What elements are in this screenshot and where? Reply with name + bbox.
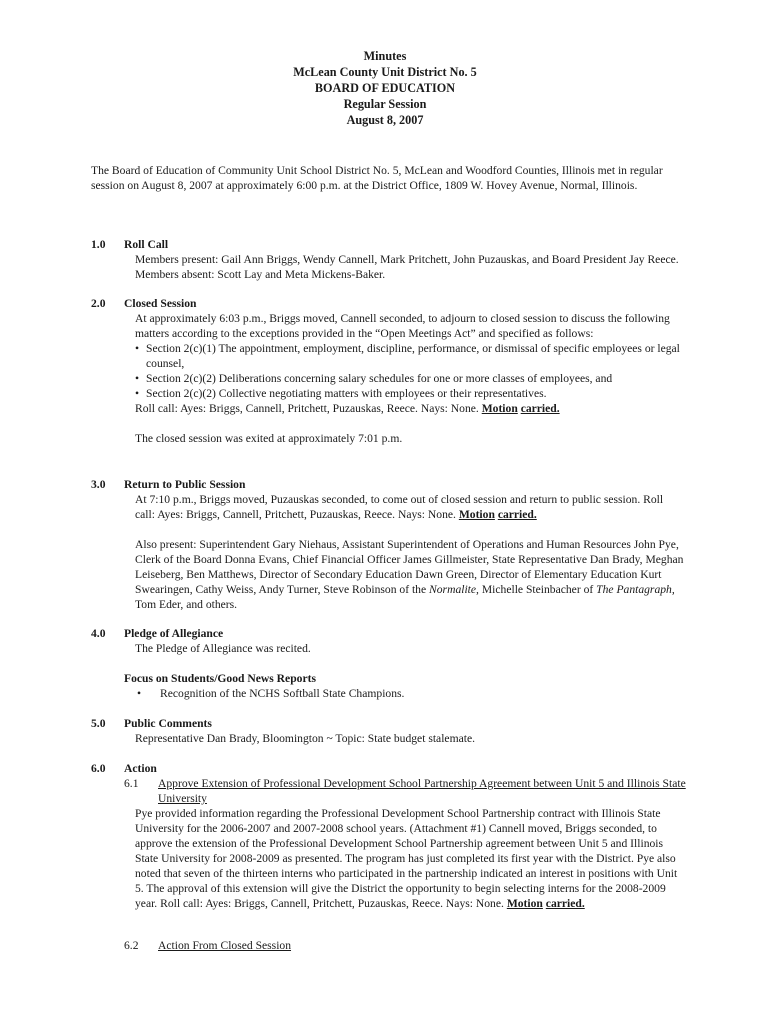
title-board: BOARD OF EDUCATION bbox=[314, 81, 456, 95]
also-present: Also present: Superintendent Gary Niehaus, Assistant Superintendent of Operations and Human Resources John Pye, Clerk of the Board Donna Evans, Chief Financial Officer James Gillmeister, State Representative Dan Brady, Meghan Leiseberg, Ben Matthews, Director of Secondary Education Dawn Green, Director of Elementary Education Kurt Swearingen, Cathy Weiss, Andy Turner, Steve Robinson of the Normalite, Michelle Steinbacher of The Pantagraph, Tom Eder, and others. bbox=[135, 538, 684, 611]
roll-call-line: Roll call: Ayes: Briggs, Cannell, Pritchett, Puzauskas, Reece. Nays: None. Motion carried. bbox=[135, 402, 560, 415]
subsection-body: Pye provided information regarding the Professional Development School Partnership contract with Illinois State University for the 2006-2007 and 2007-2008 school years. (Attachment #1) Cannell moved, Briggs seconded, to approve the extension of the Professional Development School Partnership agreement between Unit 5 and Illinois State University for 2008-2009 as presented. The program has just completed its first year with the District. Pye also noted that seven of the thirteen interns who participated in the partnership indicated an interest in positions with Unit 5. The approval of this extension will give the District the opportunity to begin selecting interns for the 2008-2009 year. Roll call: Ayes: Briggs, Cannell, Pritchett, Puzauskas, Reece. Nays: None. Motion carried. bbox=[135, 807, 678, 910]
bullet-glyph: • bbox=[135, 372, 140, 385]
subsection-title: Approve Extension of Professional Development School Partnership Agreement between Unit 5 and Illinois State University bbox=[158, 777, 686, 805]
carried-label: carried. bbox=[545, 897, 585, 910]
motion-label: Motion bbox=[481, 402, 518, 415]
closed-session-exit: The closed session was exited at approximately 7:01 p.m. bbox=[135, 432, 403, 445]
normalite-name: Normalite, bbox=[429, 583, 479, 596]
title-date: August 8, 2007 bbox=[346, 113, 424, 127]
subsection-number: 6.2 bbox=[124, 939, 139, 952]
section-number: 4.0 bbox=[91, 627, 106, 640]
closed-session-text: At approximately 6:03 p.m., Briggs moved, Cannell seconded, to adjourn to closed session to discuss the following matters according to the exceptions provided in the “Open Meetings Act” and specified as follows: bbox=[135, 312, 670, 340]
intro-paragraph: The Board of Education of Community Unit School District No. 5, McLean and Woodford Counties, Illinois met in regular session on August 8, 2007 at approximately 6:00 p.m. at the District Office, 1809 W. Hovey Avenue, Normal, Illinois. bbox=[91, 164, 663, 192]
list-item: • Section 2(c)(2) Deliberations concerning salary schedules for one or more classes of employees, and bbox=[135, 372, 613, 385]
pantagraph-name: The Pantagraph, bbox=[596, 583, 675, 596]
title-minutes: Minutes bbox=[363, 49, 407, 63]
subsection-title: Action From Closed Session bbox=[158, 939, 292, 952]
section-body: The Pledge of Allegiance was recited. bbox=[135, 642, 311, 655]
section-heading: Roll Call bbox=[124, 238, 169, 251]
section-heading: Public Comments bbox=[124, 717, 212, 730]
subsection-number: 6.1 bbox=[124, 777, 139, 790]
section-body: Representative Dan Brady, Bloomington ~ Topic: State budget stalemate. bbox=[135, 732, 475, 745]
title-session: Regular Session bbox=[343, 97, 427, 111]
focus-heading: Focus on Students/Good News Reports bbox=[124, 672, 316, 685]
carried-label: carried. bbox=[520, 402, 560, 415]
section-heading: Pledge of Allegiance bbox=[124, 627, 224, 640]
list-item: • Section 2(c)(1) The appointment, employment, discipline, performance, or dismissal of specific employees or legal counsel, bbox=[135, 342, 680, 370]
bullet-glyph: • bbox=[135, 342, 140, 355]
section-number: 2.0 bbox=[91, 297, 106, 310]
section-body bbox=[135, 492, 685, 612]
bullet-glyph: • bbox=[135, 387, 140, 400]
motion-label: Motion bbox=[506, 897, 543, 910]
list-item: • Section 2(c)(2) Collective negotiating matters with employees or their representatives. bbox=[135, 387, 547, 400]
section-body bbox=[135, 311, 685, 446]
section-number: 3.0 bbox=[91, 478, 106, 491]
section-heading: Return to Public Session bbox=[124, 478, 246, 491]
title-district: McLean County Unit District No. 5 bbox=[293, 65, 477, 79]
carried-label: carried. bbox=[497, 508, 537, 521]
focus-body bbox=[124, 686, 674, 701]
motion-label: Motion bbox=[458, 508, 495, 521]
return-text: At 7:10 p.m., Briggs moved, Puzauskas seconded, to come out of closed session and return to public session. Roll call: Ayes: Briggs, Cannell, Pritchett, Puzauskas, Reece. Nays: None. Motion carried. bbox=[135, 493, 664, 521]
section-number: 5.0 bbox=[91, 717, 106, 730]
section-body: Members present: Gail Ann Briggs, Wendy Cannell, Mark Pritchett, John Puzauskas, and Board President Jay Reece. Members absent: Scott Lay and Meta Mickens-Baker. bbox=[135, 253, 679, 281]
bullet-glyph: • bbox=[137, 687, 142, 700]
section-number: 6.0 bbox=[91, 762, 106, 775]
document-title bbox=[0, 48, 770, 128]
list-item: • Recognition of the NCHS Softball State Champions. bbox=[137, 687, 405, 700]
section-heading: Closed Session bbox=[124, 297, 197, 310]
section-heading: Action bbox=[124, 762, 157, 775]
section-number: 1.0 bbox=[91, 238, 106, 251]
